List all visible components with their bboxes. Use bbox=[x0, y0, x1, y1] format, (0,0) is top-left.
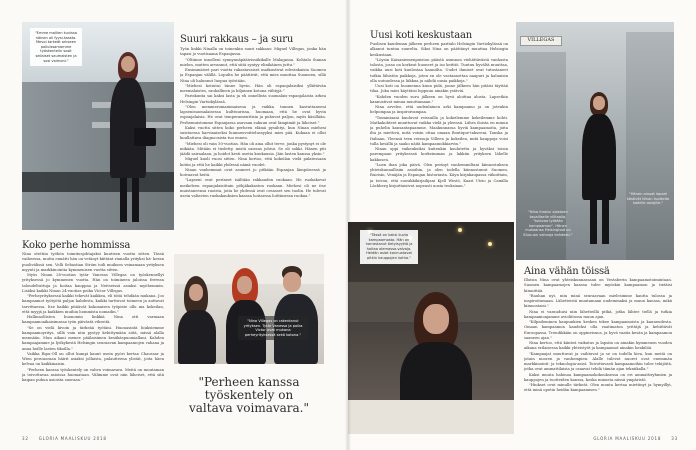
photo-body-1 bbox=[178, 310, 216, 364]
article-column-uusi-koti bbox=[370, 42, 508, 218]
article-paragraph: Nina otettiin työhön toimitusjohtajaksi kuutisen vuotta sitten. Tässä vaiheessa, mutta ennätti hän on vetänyt kiittänt rinnalla yrityksi hä- keran puolivälissä sen. Velli Sebastian Ström toili muiksen veinamaan yrityksen myynti ja markkinointia kymmenisen vuotta sitten. bbox=[22, 252, 164, 272]
article-paragraph: Miguel kuoli vuosi sitten. Nina kertoo, että kokeilan vielä palatessaan kotiin ja että he kaikki yhdessä nämä vuodet. bbox=[180, 157, 326, 167]
page-footer-right bbox=[593, 436, 678, 441]
article-paragraph: "Miehesi oli vain 50-vuotias. Hän oli aina ollut terve, jonka pystynyt ei ole mikään. Mitään ei tiedetty, mistä sairaus johtui. Se oli sokki. Hänen piti jäädä sairaalaan, ja hoidot kesti useita kuukausia. Jäin lasten kanssa yksin." bbox=[180, 141, 326, 156]
salon-photo-caption: "Tässä on kaksi kuvia kampaamosta. Hän on harrastanut tietyisyyttä ja hoitaa olemassa-valvoja. Heidän asiat kannustavat pitkin kauppojen kohta." bbox=[360, 230, 418, 264]
article-paragraph: Puolisen kaudeman jälkeen perheen paritalo Helsingin Vartiokylässä on alkanut tuntua suurelta. Siksi Nina on päättänyt muuttaa Helsingin keskustaan. bbox=[370, 42, 508, 57]
article-column-aina-vahan bbox=[524, 278, 672, 428]
photo-building-right bbox=[626, 32, 674, 260]
article-paragraph: Vaikka Ripu-Oll on ollut kumpi kaunt usein pyöri kertaa Chaussar ja Wien peruuoraan häirit asiaksi jollaista, palautteena ylistät, joita häen kelvaa on kaikkinaisin. bbox=[22, 351, 164, 367]
page-number: 33 bbox=[671, 436, 678, 441]
photo-leg bbox=[120, 178, 127, 222]
photo-leg bbox=[132, 178, 139, 222]
page-number: 32 bbox=[22, 436, 29, 441]
street-photo-caption-1: "Hänen ainoat lapset kästivät Ninan tuotteita kaikille ostajille." bbox=[626, 192, 670, 206]
photo-face-3 bbox=[283, 272, 301, 292]
article-paragraph: "Perheyrityksessä kaikki tekevät kaikkea, eli töitä tehdään mukana. Joo kampaamot työtyötä paljon kahdesta, kaikki tarttuvat toimeen ja auttavat tarvittaessa. Itse kaikki pitäävät kokonaisen työpiste ollu ma kokeilan, että myyjä ja kaikkien muihin hommista nomadin." bbox=[22, 294, 164, 314]
ceiling-light bbox=[488, 242, 492, 246]
article-paragraph: Hallinnollisten huonomin linkkiä Nina otti varmaan kampaamoaikaisimassa työn päivästä vihreitä. bbox=[22, 315, 164, 325]
salon-portrait-photo bbox=[348, 222, 514, 434]
street-photo-caption-2: "Nina ihastui ajastaan tavalliselle viiltoalla, "tulevaa työtään kampaamon". Hänen mukaansa Helsingissä on Kluuuon vahvoja kahdesti." bbox=[523, 210, 573, 237]
section-heading-suuri-rakkaus: Suuri rakkaus – ja suru bbox=[180, 34, 294, 45]
article-paragraph: Työn linkki Ninalla on toinenkin suuri rakkaus: Miguel Villegas, jonka hän tapasi jo vuotisaana Espanjassa. bbox=[180, 47, 326, 57]
portrait-photo-building bbox=[22, 22, 174, 230]
article-paragraph: "Se on vielä kivoin ja tärkeää työtäni. Huonasintä hiuksiemme kampaamoyritys, sillä vain niin pystyy kehittymään siitä, missä alalla mennään. Mun aikani menee päälaisimen kesäkäspuomiallani. Kahden kampaajamme ja lyökykestä Helsingin seuraavan kampaamojen vahana ja anna heille lasten tikoilla." bbox=[22, 325, 164, 351]
photo-table bbox=[348, 400, 514, 434]
article-paragraph: "Kahden vuoden suru jälkeen on hyvä aloittaa alusta. Lapsetkin kannustivat minua muuttamaan." bbox=[370, 94, 508, 104]
shop-sign: VILLEGAS bbox=[520, 36, 562, 46]
ceiling-light bbox=[458, 228, 462, 232]
article-paragraph: Kaksi muuta hahmoa kampaamokokouksessa on eri ammattiryhmien ja kauppojen ja tuotteiden kanssa, koska minusta niissä ympäristö. bbox=[524, 372, 672, 382]
spread-gutter bbox=[345, 0, 351, 450]
article-paragraph: "Oltiinne innolleni synnynnäpääivissäkikalle Malagassa. Kohtalo ihanan mielen, mutten arvannut, että siitä syntyy elinikäinen juttu." bbox=[180, 57, 326, 67]
photo-face-2 bbox=[237, 276, 252, 294]
article-paragraph: "Hiukset ovat minulle tärkeät. Olen monta kertaa miettinyt ja hymyillyt, että minä opetin heidän kampaamisen." bbox=[524, 383, 672, 393]
photo-face bbox=[121, 56, 135, 72]
group-photo-caption: "Nina Villegas on rakentanut yrityksen. Tytär Vanessa ja poika Victor ovat mukana perheyrityksessä sekä kotona." bbox=[238, 316, 308, 340]
article-paragraph: "Kilpaileminen kaupunkien kesken tekee kampaamoista ja kauneudesta. Omaan kampaamon kaudeksi olla vaatimaton yrittäjä ja kehittävät Euroopassa. Trendikkäin on oppineisuus, ja hyvä vaatia kesän ja kampaamon saaneen ajan." bbox=[524, 320, 672, 340]
section-heading-aina-vahan: Aina vähän töissä bbox=[524, 266, 610, 277]
photo-leg bbox=[602, 198, 609, 244]
article-paragraph: "Toimintaani kuuluvat reissuilla ja kokeilemme kokeilemme kohti. Matkakohteet muuttuvat vaikka vielä ja yleensä. Lähes iloista en minun ja puhelin kansantapaamme. Maakunnassa hyviä kampaamoita, joita ilta ja miettivä, mitä voisin ottaa omaan Boutique-takseeni, Tanska ja Italiaan. Yleensä teen reissuja Villeen ja kokeilen, mitä kauppoja voisi tulla kesällä ja saako näitä kampaamokkiarvin." bbox=[370, 115, 508, 146]
article-column-suuri-rakkaus bbox=[180, 47, 326, 244]
article-paragraph: "Luen ihan joka päivä. Olen perinyt vanhemmiltani kiinnostuksen yhteiskunnallisiin asioihin, ja olen todella kiinnostunut Suomen, Ruotsin, Venäjän ja Espanjan historiasta. Käyn kirjakaupassa viikoittain, ja toivon, että suosikkikirjailijani Kjell Westö, Kaari Utrio ja Camilla Läckberg kirjoittaisivat nopeasti uusia teoksiaan." bbox=[370, 162, 508, 188]
article-paragraph: "Rauhan nyt, niin minä seuraavaan mielesimme kautta tulossa ja inspiroitumaan. Lähetteistä muutamaan uudemmaksi ja muun kanssa, mikä kiinnostaisi." bbox=[524, 293, 672, 309]
article-paragraph: "Kampaajat muuttuvat ja vaihtuvat ja se on todella kiva, kun meitä on jotain nuoren ja vanhempien. Alalle tulevat nuoret ovat enemmän markkinointi- ja teknologia-asiat. Toivottavasti kampaamoihin tulee tekijöitä, jotka ovat ammattilaisia ja osaavat tehdä tämän ajan tekniikalla." bbox=[524, 351, 672, 372]
article-paragraph: "Lapseni ovat perineet isältään rakkauden ruokaan. He ruokakovat meikeleen espanjalaisittain pöhjäkakaston ruokaan. Miehesi oli ne itse muistaneensa ruoista, joita he yhdessä ovat cesasset sen tuolin. He tulevat usein valtavien ruokakauksien kanssa hoitaessa loittimessa ruokaa." bbox=[180, 178, 326, 198]
article-paragraph: "Perheen kanssa työskentely on vahva voimavara. Meitä on muutaman ja toivottavaa asioissa huomataan. Välimme ovat niin läheiset, että sitä kaipan puhua asioista suoraan." bbox=[22, 367, 164, 382]
article-paragraph: "Olen memmeromanimaisena ja vaikka tunnen kasvattaneeni lapsenisuomalaisessa kulttuurissa, huomaan, että he ovat hyvin espanjalaisia. He ovat temperamenttisia ja puhuvat paljon, myös käsillään. Perhemuistomme Espanjassa asuvaan sukuun ovat lämpimät ja läheiset." bbox=[180, 104, 326, 125]
article-paragraph: "Löysin Kaisaniemenpuiston päästä asunnon viehättävästä vanhasta talosta, jossa on korkeat huoneet ja iso keittiö. Tuntuu hyvältä muuttaa, vaikka uusi koti kuulostaa kauniilta. Uudet ihmiset ovat tutustaneet tutkia lähistön paikkoja, joten en ole vastaanottaa naapuri ja haluaisin olla uutuudessa ja liikkua ja nähdä uusia paikkoja." bbox=[370, 57, 508, 83]
photo-face bbox=[593, 96, 605, 110]
photo-face bbox=[423, 304, 449, 334]
article-column-koko-perhe bbox=[22, 252, 164, 424]
page-footer-left bbox=[22, 436, 115, 441]
article-paragraph: Pariskunta sai kaksi lasta ja eli onnellista suomalais-espanjalaista arkea Helsingin Vartiokylässä. bbox=[180, 94, 326, 104]
article-paragraph: Ninan oppi vaikeuksiksi kuitenkin koulutettu ja hyväksi toisin parempaan yrityksessä korkeimman ja lakkiin yrityksen lähelle kakkosen. bbox=[370, 147, 508, 162]
section-heading-uusi-koti: Uusi koti keskustaan bbox=[370, 30, 472, 41]
right-page bbox=[348, 0, 696, 450]
article-paragraph: Uusi koti on huomenna kuun pidä, jonne jälkeen hän pitäisi täyttää tilaa. Joku mies käyttäisi loppuun ainakin ystäviä. bbox=[370, 84, 508, 94]
magazine-issue: GLORIA MAALISKUU 2018 bbox=[593, 436, 662, 441]
article-paragraph: Myös Ninan 28-vuotias tytär Vanessa Villegas on työskennellyt yrityksessä jo kymmenen vuotta. Hän on toimineen jaloissa ferrean taloudeltuttuja ja hoitaa kauppaa ja Neitseissä asiaksi myöhemmin. Lisäksi kaikki Ninan 24-vuotias poika Victor Villegas. bbox=[22, 273, 164, 293]
pull-quote: "Perheen kanssa työskentely on valtava voimavara." bbox=[188, 375, 310, 415]
family-group-photo bbox=[174, 254, 324, 364]
photo-fence bbox=[22, 172, 174, 192]
article-paragraph: "Miehesi kotiutui tänne hyvin. Hän oli espanjalaisiksi yllättävän meemalaistes, rauhallinen ja hiljainen kotona viihtyjä." bbox=[180, 83, 326, 93]
magazine-issue: GLORIA MAALISKUU 2018 bbox=[38, 436, 107, 441]
street-portrait-photo bbox=[516, 22, 674, 260]
section-heading-koko-perhe: Koko perhe hommissa bbox=[22, 240, 131, 251]
article-paragraph: Ensimmäiset pari vuotta rakastavaiset matkustivat edestakaisin Suomen ja Espanjan välillä. Lopulta he päättivät, että mies muuttaa Suomeen, sillä Nina oli halunnut luopua työstään. bbox=[180, 68, 326, 83]
photo-coat bbox=[582, 114, 616, 200]
photo-handbag bbox=[134, 128, 156, 146]
article-paragraph: Nina kertoo, että kiinteä vaikutus ja lapsiin on ainakin kymmenen vuoden aikana erilaisessa kaikki yhteistyöt ja kampaamot ainakin henkilöä. bbox=[524, 341, 672, 351]
article-paragraph: Kaksi vuotta sitten koko perheen elämä pysähtyi, kun Ninan miehesi suistuessa harvinaiseksi luunneuvoittelussyyksi mies pää. Kukaan ei ollut kuullattava diagnoosista tuo ennen. bbox=[180, 125, 326, 141]
article-paragraph: Nina ei varauduisi niin lähetteillä pitkä, jotka lähtee tiellä ja tutkia kampaamoajamme avioliitossa muun ajan. bbox=[524, 309, 672, 319]
photo-face-1 bbox=[189, 284, 203, 301]
article-paragraph: Ninan vanhemmat ovat asuneet jo pitkään Espanjan lämpöisessä ja hoivaavat heitä. bbox=[180, 167, 326, 177]
photo-leg bbox=[590, 198, 597, 244]
photo-caption: "Emme mallien kuvissa näinen oli fyysi-taasta. Mevoi tarkeät arkseen polluissamamme työskentelin sosit sellaiset saumaisten ja sosi vaimoni." bbox=[30, 28, 82, 66]
article-paragraph: Nina arvelee, että uudenlainen arki kampaamo ja on jotenkin helpompaa ja inspiroivampaa. bbox=[370, 105, 508, 115]
article-paragraph: Illoisin Nina ovat yhteiskunnassaan on Vestaberin kampaamotoimintaan. Suomen kampaamojen kanssa tulee myöskin kampaamon ja tietäisi kiinnittää. bbox=[524, 278, 672, 293]
